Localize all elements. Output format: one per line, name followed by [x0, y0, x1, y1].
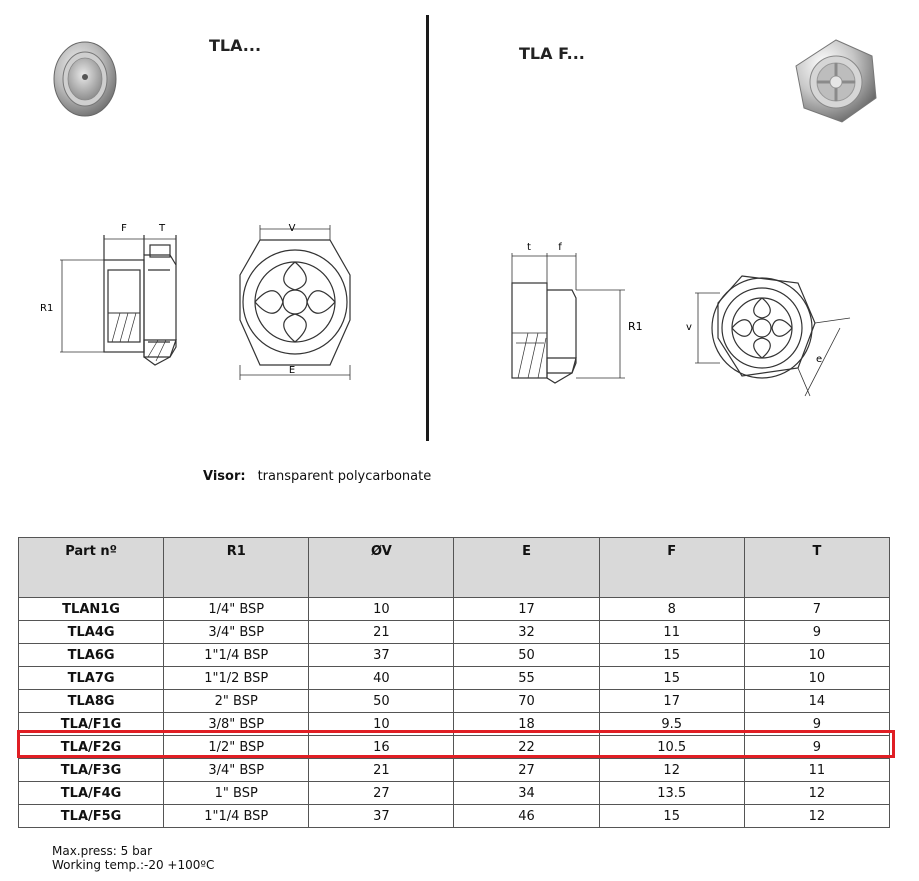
left-label-r1: R1 [40, 303, 54, 314]
cell-e: 27 [454, 759, 599, 782]
table-row [19, 690, 890, 713]
table-row [19, 782, 890, 805]
cell-r1: 1/4" BSP [164, 598, 309, 621]
cell-ov: 21 [309, 621, 454, 644]
right-model-title: TLA F... [519, 44, 585, 63]
right-label-f: f [558, 242, 562, 253]
cell-e: 18 [454, 713, 599, 736]
cell-ov: 37 [309, 805, 454, 828]
cell-t: 10 [744, 667, 889, 690]
cell-part-no: TLA/F2G [19, 736, 164, 759]
operating-notes [52, 844, 214, 872]
header-e: E [454, 538, 599, 598]
cell-ov: 10 [309, 598, 454, 621]
cell-e: 70 [454, 690, 599, 713]
table-row-highlighted [19, 736, 890, 759]
table-row [19, 667, 890, 690]
cell-f: 12 [599, 759, 744, 782]
cell-t: 9 [744, 621, 889, 644]
cell-r1: 1"1/4 BSP [164, 644, 309, 667]
header-r1: R1 [164, 538, 309, 598]
tla-f-product-photo [792, 36, 880, 126]
header-t: T [744, 538, 889, 598]
cell-t: 7 [744, 598, 889, 621]
right-label-t: t [527, 242, 531, 253]
table-row [19, 598, 890, 621]
table-row [19, 644, 890, 667]
cell-r1: 1" BSP [164, 782, 309, 805]
cell-e: 32 [454, 621, 599, 644]
cell-part-no: TLA6G [19, 644, 164, 667]
cell-part-no: TLA/F4G [19, 782, 164, 805]
cell-f: 17 [599, 690, 744, 713]
cell-t: 12 [744, 782, 889, 805]
cell-f: 10.5 [599, 736, 744, 759]
cell-f: 8 [599, 598, 744, 621]
cell-ov: 16 [309, 736, 454, 759]
left-label-f: F [121, 223, 127, 234]
cell-ov: 10 [309, 713, 454, 736]
tla-product-photo [50, 36, 120, 122]
cell-part-no: TLA4G [19, 621, 164, 644]
cell-f: 15 [599, 805, 744, 828]
cell-r1: 3/4" BSP [164, 621, 309, 644]
cell-f: 9.5 [599, 713, 744, 736]
left-label-v: V [288, 223, 296, 234]
cell-f: 15 [599, 644, 744, 667]
header-ov: ØV [309, 538, 454, 598]
right-label-e: e [816, 354, 823, 365]
cell-ov: 21 [309, 759, 454, 782]
left-model-title: TLA... [209, 36, 262, 55]
cell-e: 17 [454, 598, 599, 621]
left-label-t: T [158, 223, 166, 234]
cell-t: 14 [744, 690, 889, 713]
table-header-row [19, 538, 890, 598]
cell-t: 11 [744, 759, 889, 782]
cell-part-no: TLA8G [19, 690, 164, 713]
cell-part-no: TLAN1G [19, 598, 164, 621]
cell-r1: 3/8" BSP [164, 713, 309, 736]
section-divider [426, 15, 429, 441]
cell-t: 9 [744, 736, 889, 759]
cell-r1: 1/2" BSP [164, 736, 309, 759]
cell-part-no: TLA7G [19, 667, 164, 690]
cell-t: 12 [744, 805, 889, 828]
cell-part-no: TLA/F5G [19, 805, 164, 828]
header-part-no: Part nº [19, 538, 164, 598]
cell-r1: 1"1/4 BSP [164, 805, 309, 828]
visor-value: transparent polycarbonate [257, 469, 432, 484]
left-label-e: E [288, 365, 296, 376]
cell-ov: 40 [309, 667, 454, 690]
cell-part-no: TLA/F3G [19, 759, 164, 782]
cell-e: 34 [454, 782, 599, 805]
cell-part-no: TLA/F1G [19, 713, 164, 736]
cell-r1: 1"1/2 BSP [164, 667, 309, 690]
cell-f: 13.5 [599, 782, 744, 805]
tla-f-technical-drawing [480, 238, 860, 408]
cell-t: 10 [744, 644, 889, 667]
table-row [19, 805, 890, 828]
cell-e: 22 [454, 736, 599, 759]
cell-ov: 50 [309, 690, 454, 713]
cell-ov: 37 [309, 644, 454, 667]
visor-label: Visor: [203, 469, 246, 484]
right-label-v: v [686, 322, 692, 333]
table-row [19, 713, 890, 736]
tla-technical-drawing [30, 215, 360, 390]
cell-f: 15 [599, 667, 744, 690]
visor-spec [203, 469, 431, 484]
cell-e: 55 [454, 667, 599, 690]
cell-ov: 27 [309, 782, 454, 805]
table-row [19, 759, 890, 782]
cell-r1: 3/4" BSP [164, 759, 309, 782]
cell-t: 9 [744, 713, 889, 736]
cell-e: 46 [454, 805, 599, 828]
max-pressure-note: Max.press: 5 bar [52, 844, 153, 858]
cell-e: 50 [454, 644, 599, 667]
right-label-r1: R1 [628, 320, 643, 333]
header-f: F [599, 538, 744, 598]
working-temp-note: Working temp.:-20 +100ºC [52, 858, 215, 872]
cell-r1: 2" BSP [164, 690, 309, 713]
spec-table [18, 537, 890, 828]
table-row [19, 621, 890, 644]
cell-f: 11 [599, 621, 744, 644]
